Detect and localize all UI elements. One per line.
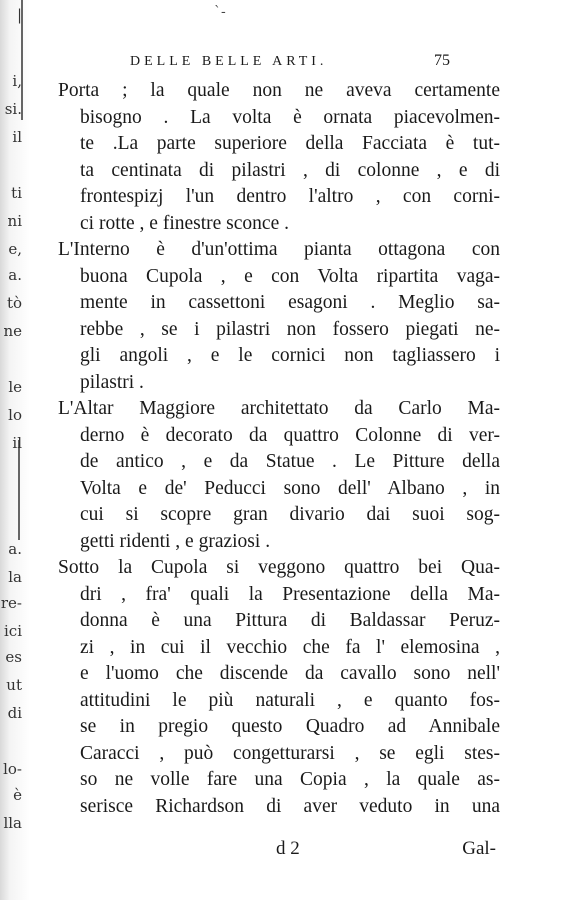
margin-fragment: il — [12, 434, 22, 452]
margin-fragment: a. — [8, 266, 22, 284]
text-line: bisogno . La volta è ornata piacevolmen- — [80, 106, 500, 128]
text-line: ci rotte , e finestre sconce . — [80, 212, 289, 234]
text-line: rebbe , se i pilastri non fossero piegati ne- — [80, 318, 500, 340]
margin-fragment: ni — [7, 212, 22, 230]
text-line: zi , in cui il vecchio che fa l' elemosina , — [80, 636, 500, 658]
text-line: ta centinata di pilastri , di colonne , e di — [80, 159, 500, 181]
margin-fragment: e, — [8, 240, 22, 258]
text-line: de antico , e da Statue . Le Pitture della — [80, 451, 500, 472]
text-line: Volta e de' Peducci sono dell' Albano , in — [80, 477, 500, 499]
margin-fragment: tò — [6, 294, 22, 312]
margin-fragment: ici — [4, 622, 22, 640]
text-line: Caracci , può congetturarsi , se egli stes- — [80, 742, 500, 764]
paragraph — [58, 78, 500, 237]
margin-fragment: ne — [3, 322, 22, 340]
page-footer — [58, 838, 500, 864]
top-smudge-mark: `- — [214, 4, 226, 20]
text-line: serisce Richardson di aver veduto in una — [80, 795, 500, 817]
text-line: attitudini le più naturali , e quanto fos- — [80, 689, 500, 711]
margin-fragment: lo — [8, 406, 22, 424]
text-line: e l'uomo che discende da cavallo sono nell' — [80, 663, 500, 684]
margin-fragment: è — [13, 786, 22, 804]
margin-fragment: es — [5, 648, 22, 666]
margin-fragment: a. — [8, 540, 22, 558]
facing-page-bleed — [0, 0, 34, 900]
paragraph — [58, 555, 500, 820]
text-line: L'Altar Maggiore architettato da Carlo Ma- — [58, 398, 500, 419]
text-line: buona Cupola , e con Volta ripartita vaga- — [80, 265, 500, 287]
text-line: Sotto la Cupola si veggono quattro bei Qua- — [58, 557, 500, 578]
running-title: DELLE BELLE ARTI. — [130, 54, 328, 69]
text-line: frontespizj l'un dentro l'altro , con corni- — [80, 186, 500, 207]
signature-mark: d 2 — [276, 838, 300, 859]
text-line: dri , fra' quali la Presentazione della Ma- — [80, 583, 500, 605]
text-line: pilastri . — [80, 371, 144, 393]
text-line: se in pregio questo Quadro ad Annibale — [80, 716, 500, 737]
margin-fragment: le — [8, 378, 22, 396]
margin-fragment: lo- — [3, 760, 22, 778]
margin-fragment: ut — [6, 676, 22, 694]
margin-fragment: i, — [12, 72, 22, 90]
text-line: Porta ; la quale non ne aveva certamente — [58, 80, 500, 101]
margin-fragment: re- — [0, 594, 22, 612]
text-line: mente in cassettoni esagoni . Meglio sa- — [80, 292, 500, 313]
paragraph — [58, 396, 500, 555]
text-line: L'Interno è d'un'ottima pianta ottagona con — [58, 239, 500, 260]
text-line: gli angoli , e le cornici non tagliassero i — [80, 345, 500, 366]
text-line: cui si scopre gran divario dai suoi sog- — [80, 504, 500, 525]
margin-fragment: la — [8, 568, 22, 586]
text-line: donna è una Pittura di Baldassar Peruz- — [80, 610, 500, 631]
page-number: 75 — [434, 52, 450, 69]
margin-fragment: lla — [3, 814, 22, 832]
margin-fragment: di — [7, 704, 22, 722]
body-text — [58, 78, 500, 820]
margin-rule — [18, 440, 20, 540]
text-line: te .La parte superiore della Facciata è tut- — [80, 133, 500, 154]
margin-fragment: ti — [11, 184, 22, 202]
paragraph — [58, 237, 500, 396]
page-header — [130, 52, 450, 74]
margin-fragment: | — [16, 6, 22, 24]
text-line: getti ridenti , e graziosi . — [80, 530, 271, 552]
margin-fragment: il — [12, 128, 22, 146]
text-line: so ne volle fare una Copia , la quale as- — [80, 769, 500, 790]
text-line: derno è decorato da quattro Colonne di ver- — [80, 424, 500, 446]
catchword: Gal- — [462, 838, 496, 859]
margin-fragment: si. — [4, 100, 22, 118]
